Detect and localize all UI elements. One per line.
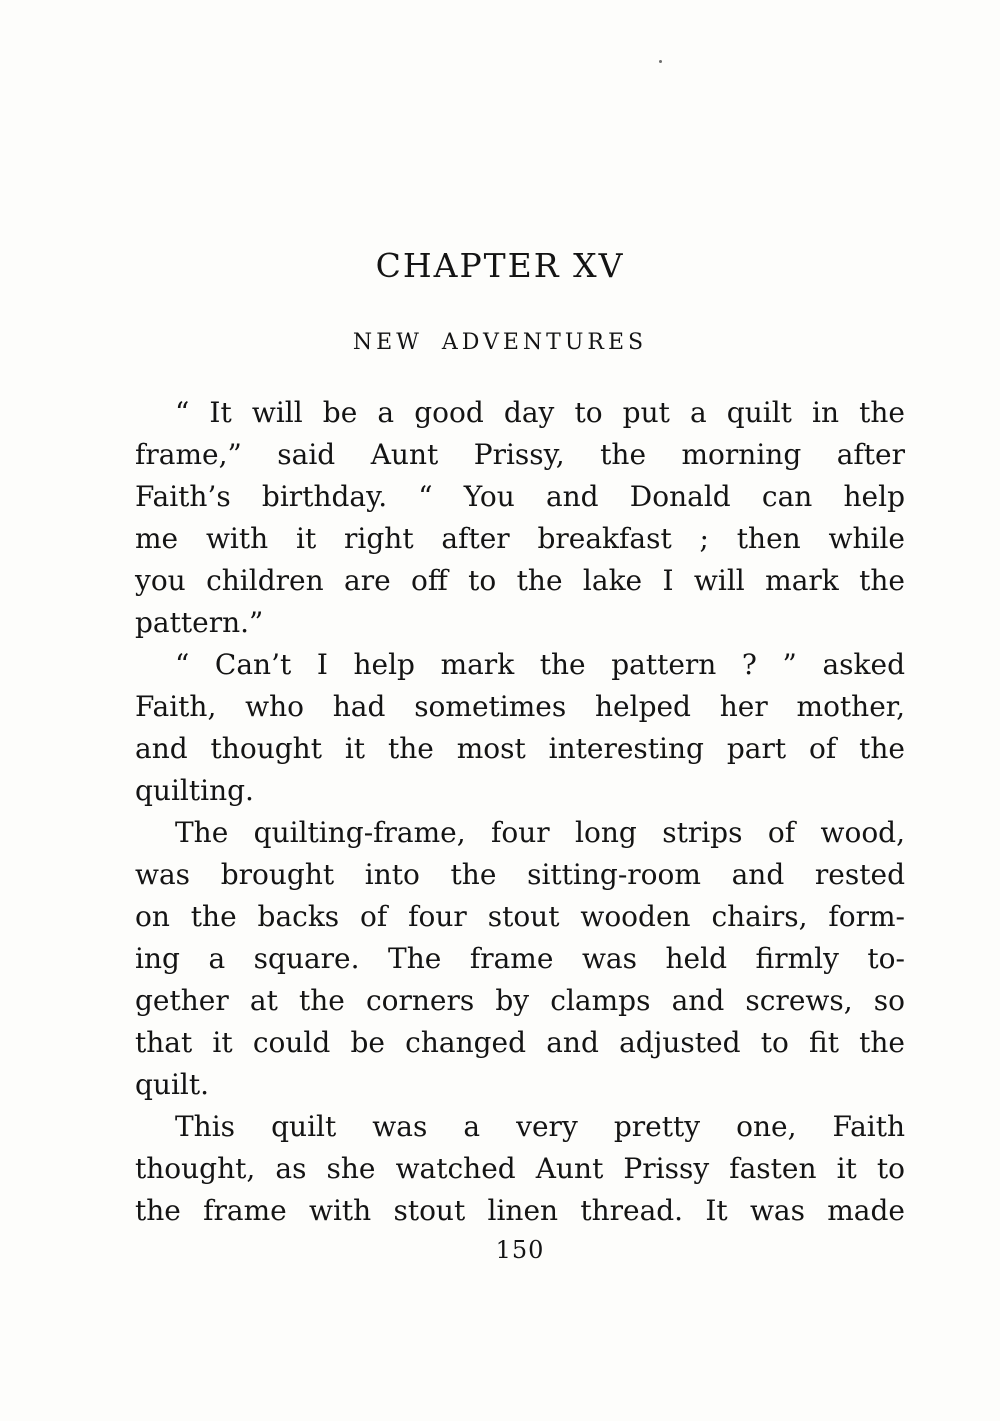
text-line: pattern.” bbox=[135, 605, 264, 639]
text-line: Faith, who had sometimes helped her mother, bbox=[135, 689, 905, 723]
page-number: 150 bbox=[495, 1235, 545, 1264]
text-line: on the backs of four stout wooden chairs, form- bbox=[135, 899, 905, 933]
text-line: Faith’s birthday. “ You and Donald can help bbox=[135, 479, 905, 513]
text-line: you children are off to the lake I will mark the bbox=[135, 563, 905, 597]
scan-artifact-dot bbox=[659, 60, 662, 63]
text-line: me with it right after breakfast ; then while bbox=[135, 521, 905, 555]
chapter-title: CHAPTER XV bbox=[375, 246, 625, 285]
paragraph bbox=[135, 812, 905, 1106]
text-line: the frame with stout linen thread. It was made bbox=[135, 1193, 905, 1227]
paragraph bbox=[135, 392, 905, 644]
body-text bbox=[135, 392, 905, 1232]
text-line: The quilting-frame, four long strips of wood, bbox=[175, 815, 905, 849]
text-line: that it could be changed and adjusted to fit the bbox=[135, 1025, 905, 1059]
text-line: gether at the corners by clamps and screws, so bbox=[135, 983, 905, 1017]
paragraph bbox=[135, 1106, 905, 1232]
text-line: and thought it the most interesting part of the bbox=[135, 731, 905, 765]
text-line: This quilt was a very pretty one, Faith bbox=[175, 1109, 905, 1143]
text-line: quilt. bbox=[135, 1067, 210, 1101]
text-line: “ It will be a good day to put a quilt in the bbox=[175, 395, 905, 429]
text-line: frame,” said Aunt Prissy, the morning after bbox=[135, 437, 905, 471]
text-line: thought, as she watched Aunt Prissy fasten it to bbox=[135, 1151, 905, 1185]
section-title: NEW ADVENTURES bbox=[352, 329, 648, 355]
text-line: quilting. bbox=[135, 773, 254, 807]
paragraph bbox=[135, 644, 905, 812]
text-line: was brought into the sitting-room and rested bbox=[135, 857, 905, 891]
text-line: “ Can’t I help mark the pattern ? ” asked bbox=[175, 647, 905, 681]
text-line: ing a square. The frame was held firmly to- bbox=[135, 941, 905, 975]
